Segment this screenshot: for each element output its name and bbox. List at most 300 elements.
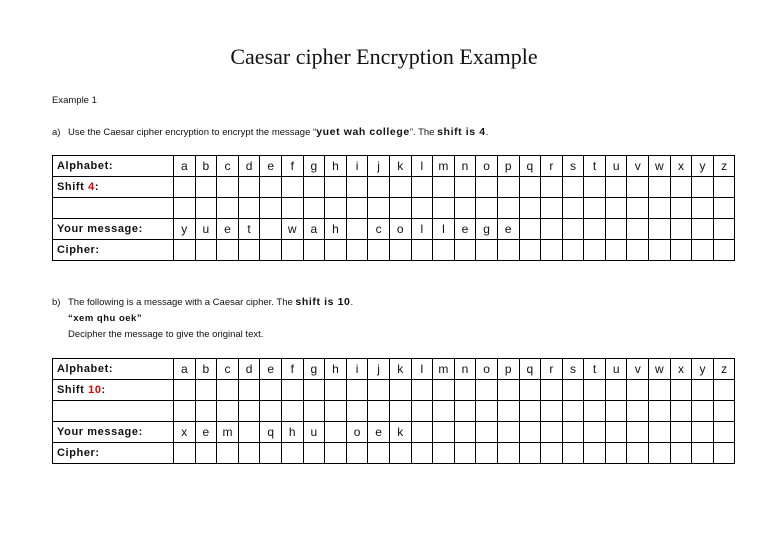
message-cell: l xyxy=(411,219,433,240)
cipher-table-a xyxy=(52,155,735,261)
cipher-cell[interactable] xyxy=(238,240,260,261)
cipher-cell[interactable] xyxy=(605,443,627,464)
blank-cell[interactable] xyxy=(519,198,541,219)
shift-cell[interactable] xyxy=(411,177,433,198)
message-cell xyxy=(433,422,455,443)
message-cell xyxy=(605,219,627,240)
shift-cell[interactable] xyxy=(562,177,584,198)
shift-cell[interactable] xyxy=(519,380,541,401)
shift-cell[interactable] xyxy=(627,177,649,198)
alphabet-label: Alphabet: xyxy=(53,359,174,380)
alphabet-cell: r xyxy=(541,359,563,380)
message-cell: q xyxy=(260,422,282,443)
message-cell xyxy=(238,422,260,443)
message-row xyxy=(53,219,735,240)
blank-cell[interactable] xyxy=(692,198,714,219)
alphabet-cell: r xyxy=(541,156,563,177)
alphabet-cell: q xyxy=(519,359,541,380)
message-cell xyxy=(692,219,714,240)
alphabet-cell: z xyxy=(713,156,735,177)
question-b-marker: b) xyxy=(52,297,61,308)
shift-cell[interactable] xyxy=(605,380,627,401)
question-b xyxy=(52,296,353,308)
example-label: Example 1 xyxy=(52,95,97,106)
cipher-cell[interactable] xyxy=(303,443,325,464)
message-cell xyxy=(605,422,627,443)
shift-cell[interactable] xyxy=(584,380,606,401)
blank-cell[interactable] xyxy=(368,198,390,219)
shift-cell[interactable] xyxy=(433,177,455,198)
message-cell: u xyxy=(195,219,217,240)
shift-cell[interactable] xyxy=(389,177,411,198)
cipher-cell[interactable] xyxy=(562,443,584,464)
alphabet-cell: a xyxy=(174,359,196,380)
blank-cell[interactable] xyxy=(476,401,498,422)
blank-cell[interactable] xyxy=(281,401,303,422)
cipher-cell[interactable] xyxy=(649,443,671,464)
shift-cell[interactable] xyxy=(519,177,541,198)
blank-cell[interactable] xyxy=(713,401,735,422)
shift-row xyxy=(53,177,735,198)
alphabet-cell: o xyxy=(476,156,498,177)
blank-cell[interactable] xyxy=(519,401,541,422)
blank-cell[interactable] xyxy=(325,198,347,219)
alphabet-cell: m xyxy=(433,156,455,177)
shift-cell[interactable] xyxy=(303,177,325,198)
cipher-cell[interactable] xyxy=(562,240,584,261)
message-cell: e xyxy=(368,422,390,443)
alphabet-cell: i xyxy=(346,359,368,380)
shift-cell[interactable] xyxy=(670,380,692,401)
alphabet-cell: k xyxy=(389,359,411,380)
blank-cell[interactable] xyxy=(497,198,519,219)
blank-cell[interactable] xyxy=(303,198,325,219)
cipher-cell[interactable] xyxy=(281,443,303,464)
cipher-cell[interactable] xyxy=(713,240,735,261)
blank-cell[interactable] xyxy=(260,198,282,219)
alphabet-cell: s xyxy=(562,156,584,177)
message-cell xyxy=(562,422,584,443)
blank-cell[interactable] xyxy=(195,198,217,219)
cipher-cell[interactable] xyxy=(346,240,368,261)
cipher-cell[interactable] xyxy=(692,443,714,464)
alphabet-cell: g xyxy=(303,359,325,380)
blank-cell[interactable] xyxy=(454,198,476,219)
alphabet-cell: w xyxy=(649,359,671,380)
alphabet-cell: j xyxy=(368,156,390,177)
message-cell: y xyxy=(174,219,196,240)
blank-cell[interactable] xyxy=(174,401,196,422)
cipher-cell[interactable] xyxy=(325,240,347,261)
alphabet-cell: f xyxy=(281,359,303,380)
blank-cell[interactable] xyxy=(281,198,303,219)
alphabet-cell: x xyxy=(670,359,692,380)
message-cell xyxy=(541,219,563,240)
blank-cell[interactable] xyxy=(433,401,455,422)
blank-label xyxy=(53,198,174,219)
cipher-cell[interactable] xyxy=(260,443,282,464)
alphabet-cell: j xyxy=(368,359,390,380)
message-cell xyxy=(713,422,735,443)
blank-cell[interactable] xyxy=(692,401,714,422)
alphabet-cell: g xyxy=(303,156,325,177)
cipher-cell[interactable] xyxy=(584,240,606,261)
cipher-row xyxy=(53,443,735,464)
message-cell xyxy=(670,422,692,443)
shift-cell[interactable] xyxy=(605,177,627,198)
shift-cell[interactable] xyxy=(389,380,411,401)
cipher-label: Cipher: xyxy=(53,240,174,261)
shift-cell[interactable] xyxy=(670,177,692,198)
cipher-cell[interactable] xyxy=(584,443,606,464)
question-a-message: yuet wah college xyxy=(316,126,410,138)
question-b-shift: shift is 10 xyxy=(295,296,351,308)
blank-cell[interactable] xyxy=(670,401,692,422)
shift-label xyxy=(53,380,174,401)
message-cell xyxy=(649,219,671,240)
message-cell xyxy=(346,219,368,240)
alphabet-cell: b xyxy=(195,156,217,177)
message-cell: e xyxy=(195,422,217,443)
blank-cell[interactable] xyxy=(368,401,390,422)
alphabet-cell: d xyxy=(238,156,260,177)
blank-cell[interactable] xyxy=(541,401,563,422)
message-cell: h xyxy=(325,219,347,240)
shift-cell[interactable] xyxy=(217,380,239,401)
blank-cell[interactable] xyxy=(195,401,217,422)
alphabet-cell: y xyxy=(692,359,714,380)
blank-cell[interactable] xyxy=(238,198,260,219)
shift-cell[interactable] xyxy=(238,380,260,401)
shift-cell[interactable] xyxy=(368,380,390,401)
message-cell xyxy=(627,219,649,240)
alphabet-row xyxy=(53,359,735,380)
alphabet-row xyxy=(53,156,735,177)
message-cell xyxy=(692,422,714,443)
message-cell xyxy=(649,422,671,443)
shift-cell[interactable] xyxy=(174,177,196,198)
shift-cell[interactable] xyxy=(692,177,714,198)
cipher-cell[interactable] xyxy=(454,240,476,261)
message-cell: k xyxy=(389,422,411,443)
alphabet-cell: l xyxy=(411,359,433,380)
cipher-cell[interactable] xyxy=(325,443,347,464)
cipher-cell[interactable] xyxy=(346,443,368,464)
question-a-shift: shift is 4 xyxy=(437,126,486,138)
blank-cell[interactable] xyxy=(346,198,368,219)
shift-cell[interactable] xyxy=(584,177,606,198)
shift-cell[interactable] xyxy=(195,380,217,401)
shift-cell[interactable] xyxy=(476,177,498,198)
cipher-cell[interactable] xyxy=(519,240,541,261)
cipher-row xyxy=(53,240,735,261)
cipher-cell[interactable] xyxy=(649,240,671,261)
cipher-cell[interactable] xyxy=(713,443,735,464)
blank-cell[interactable] xyxy=(476,198,498,219)
alphabet-cell: s xyxy=(562,359,584,380)
cipher-cell[interactable] xyxy=(368,240,390,261)
blank-cell[interactable] xyxy=(411,198,433,219)
alphabet-cell: c xyxy=(217,156,239,177)
message-cell xyxy=(713,219,735,240)
message-cell xyxy=(260,219,282,240)
message-cell: m xyxy=(217,422,239,443)
alphabet-cell: x xyxy=(670,156,692,177)
cipher-cell[interactable] xyxy=(260,240,282,261)
shift-cell[interactable] xyxy=(541,177,563,198)
cipher-cell[interactable] xyxy=(519,443,541,464)
shift-cell[interactable] xyxy=(174,380,196,401)
message-cell: o xyxy=(346,422,368,443)
cipher-cell[interactable] xyxy=(627,443,649,464)
shift-cell[interactable] xyxy=(325,380,347,401)
cipher-cell[interactable] xyxy=(541,443,563,464)
shift-label-prefix: Shift xyxy=(57,181,89,193)
blank-cell[interactable] xyxy=(584,401,606,422)
page-title: Caesar cipher Encryption Example xyxy=(230,44,538,69)
shift-cell[interactable] xyxy=(627,380,649,401)
alphabet-cell: b xyxy=(195,359,217,380)
question-a-text-middle: ”. The xyxy=(409,127,438,138)
alphabet-cell: f xyxy=(281,156,303,177)
blank-cell[interactable] xyxy=(217,198,239,219)
shift-cell[interactable] xyxy=(713,380,735,401)
blank-cell[interactable] xyxy=(346,401,368,422)
alphabet-label: Alphabet: xyxy=(53,156,174,177)
alphabet-cell: a xyxy=(174,156,196,177)
shift-cell[interactable] xyxy=(260,177,282,198)
cipher-cell[interactable] xyxy=(174,240,196,261)
cipher-cell[interactable] xyxy=(368,443,390,464)
blank-cell[interactable] xyxy=(454,401,476,422)
blank-cell[interactable] xyxy=(303,401,325,422)
blank-cell[interactable] xyxy=(325,401,347,422)
shift-cell[interactable] xyxy=(713,177,735,198)
shift-row xyxy=(53,380,735,401)
shift-cell[interactable] xyxy=(497,177,519,198)
message-cell: u xyxy=(303,422,325,443)
message-cell: g xyxy=(476,219,498,240)
cipher-cell[interactable] xyxy=(174,443,196,464)
message-cell xyxy=(411,422,433,443)
message-cell: e xyxy=(217,219,239,240)
shift-value: 4 xyxy=(88,181,95,193)
message-cell xyxy=(519,219,541,240)
message-cell: c xyxy=(368,219,390,240)
blank-cell[interactable] xyxy=(238,401,260,422)
cipher-cell[interactable] xyxy=(238,443,260,464)
message-cell xyxy=(627,422,649,443)
shift-cell[interactable] xyxy=(649,380,671,401)
cipher-cell[interactable] xyxy=(476,240,498,261)
blank-cell[interactable] xyxy=(389,401,411,422)
cipher-cell[interactable] xyxy=(281,240,303,261)
alphabet-cell: e xyxy=(260,359,282,380)
message-cell xyxy=(476,422,498,443)
message-cell xyxy=(497,422,519,443)
shift-value: 10 xyxy=(88,384,102,396)
cipher-cell[interactable] xyxy=(476,443,498,464)
message-cell: w xyxy=(281,219,303,240)
shift-cell[interactable] xyxy=(411,380,433,401)
shift-cell[interactable] xyxy=(325,177,347,198)
alphabet-cell: w xyxy=(649,156,671,177)
blank-cell[interactable] xyxy=(627,401,649,422)
alphabet-cell: y xyxy=(692,156,714,177)
alphabet-cell: m xyxy=(433,359,455,380)
question-b-text: The following is a message with a Caesar cipher. The xyxy=(68,297,296,308)
cipher-cell[interactable] xyxy=(497,240,519,261)
shift-cell[interactable] xyxy=(541,380,563,401)
shift-cell[interactable] xyxy=(476,380,498,401)
blank-cell[interactable] xyxy=(433,198,455,219)
shift-cell[interactable] xyxy=(303,380,325,401)
alphabet-cell: h xyxy=(325,359,347,380)
message-cell xyxy=(584,219,606,240)
shift-label-prefix: Shift xyxy=(57,384,89,396)
message-cell: h xyxy=(281,422,303,443)
message-cell: x xyxy=(174,422,196,443)
message-cell xyxy=(519,422,541,443)
blank-cell[interactable] xyxy=(584,198,606,219)
alphabet-cell: e xyxy=(260,156,282,177)
shift-label-suffix: : xyxy=(101,384,106,396)
cipher-cell[interactable] xyxy=(303,240,325,261)
shift-label xyxy=(53,177,174,198)
blank-cell[interactable] xyxy=(174,198,196,219)
alphabet-cell: t xyxy=(584,156,606,177)
message-cell: l xyxy=(433,219,455,240)
cipher-cell[interactable] xyxy=(411,240,433,261)
message-cell: a xyxy=(303,219,325,240)
blank-cell[interactable] xyxy=(562,401,584,422)
blank-label xyxy=(53,401,174,422)
cipher-label: Cipher: xyxy=(53,443,174,464)
message-label: Your message: xyxy=(53,219,174,240)
shift-cell[interactable] xyxy=(649,177,671,198)
blank-cell[interactable] xyxy=(562,198,584,219)
blank-cell[interactable] xyxy=(627,198,649,219)
alphabet-cell: d xyxy=(238,359,260,380)
cipher-cell[interactable] xyxy=(195,240,217,261)
alphabet-cell: v xyxy=(627,156,649,177)
cipher-cell[interactable] xyxy=(670,240,692,261)
question-a xyxy=(52,126,488,138)
alphabet-cell: z xyxy=(713,359,735,380)
question-a-text: Use the Caesar cipher encryption to encrypt the message “ xyxy=(68,127,317,138)
question-b-instruction: Decipher the message to give the original text. xyxy=(68,329,264,340)
message-cell: e xyxy=(497,219,519,240)
alphabet-cell: p xyxy=(497,156,519,177)
shift-cell[interactable] xyxy=(346,177,368,198)
message-cell xyxy=(670,219,692,240)
message-cell: t xyxy=(238,219,260,240)
shift-cell[interactable] xyxy=(562,380,584,401)
cipher-cell[interactable] xyxy=(217,240,239,261)
alphabet-cell: n xyxy=(454,359,476,380)
cipher-table-b xyxy=(52,358,735,464)
message-cell xyxy=(454,422,476,443)
shift-cell[interactable] xyxy=(238,177,260,198)
cipher-cell[interactable] xyxy=(433,240,455,261)
blank-cell[interactable] xyxy=(605,401,627,422)
blank-cell[interactable] xyxy=(411,401,433,422)
alphabet-cell: q xyxy=(519,156,541,177)
blank-cell[interactable] xyxy=(649,401,671,422)
message-cell xyxy=(562,219,584,240)
alphabet-cell: u xyxy=(605,156,627,177)
shift-cell[interactable] xyxy=(454,380,476,401)
blank-cell[interactable] xyxy=(389,198,411,219)
blank-cell[interactable] xyxy=(497,401,519,422)
blank-cell[interactable] xyxy=(649,198,671,219)
alphabet-cell: u xyxy=(605,359,627,380)
cipher-cell[interactable] xyxy=(389,443,411,464)
alphabet-cell: k xyxy=(389,156,411,177)
shift-cell[interactable] xyxy=(433,380,455,401)
shift-cell[interactable] xyxy=(454,177,476,198)
alphabet-cell: p xyxy=(497,359,519,380)
shift-cell[interactable] xyxy=(692,380,714,401)
cipher-cell[interactable] xyxy=(411,443,433,464)
blank-cell[interactable] xyxy=(217,401,239,422)
blank-cell[interactable] xyxy=(670,198,692,219)
shift-cell[interactable] xyxy=(346,380,368,401)
alphabet-cell: l xyxy=(411,156,433,177)
question-a-marker: a) xyxy=(52,127,61,138)
alphabet-cell: c xyxy=(217,359,239,380)
shift-label-suffix: : xyxy=(94,181,100,193)
question-b-cipher-message: “xem qhu oek” xyxy=(68,313,143,324)
message-cell xyxy=(541,422,563,443)
alphabet-cell: h xyxy=(325,156,347,177)
question-a-period: . xyxy=(485,127,489,138)
cipher-cell[interactable] xyxy=(389,240,411,261)
message-label: Your message: xyxy=(53,422,174,443)
blank-cell[interactable] xyxy=(260,401,282,422)
cipher-cell[interactable] xyxy=(541,240,563,261)
shift-cell[interactable] xyxy=(281,177,303,198)
cipher-cell[interactable] xyxy=(627,240,649,261)
cipher-cell[interactable] xyxy=(692,240,714,261)
message-cell xyxy=(584,422,606,443)
blank-cell[interactable] xyxy=(541,198,563,219)
cipher-cell[interactable] xyxy=(454,443,476,464)
cipher-cell[interactable] xyxy=(217,443,239,464)
blank-cell[interactable] xyxy=(605,198,627,219)
shift-cell[interactable] xyxy=(217,177,239,198)
cipher-cell[interactable] xyxy=(497,443,519,464)
shift-cell[interactable] xyxy=(195,177,217,198)
message-cell xyxy=(325,422,347,443)
cipher-cell[interactable] xyxy=(195,443,217,464)
shift-cell[interactable] xyxy=(281,380,303,401)
blank-row xyxy=(53,198,735,219)
message-row xyxy=(53,422,735,443)
cipher-cell[interactable] xyxy=(605,240,627,261)
shift-cell[interactable] xyxy=(368,177,390,198)
alphabet-cell: n xyxy=(454,156,476,177)
message-cell: o xyxy=(389,219,411,240)
shift-cell[interactable] xyxy=(260,380,282,401)
alphabet-cell: t xyxy=(584,359,606,380)
alphabet-cell: o xyxy=(476,359,498,380)
cipher-cell[interactable] xyxy=(670,443,692,464)
cipher-cell[interactable] xyxy=(433,443,455,464)
shift-cell[interactable] xyxy=(497,380,519,401)
blank-cell[interactable] xyxy=(713,198,735,219)
question-b-period: . xyxy=(350,297,354,308)
